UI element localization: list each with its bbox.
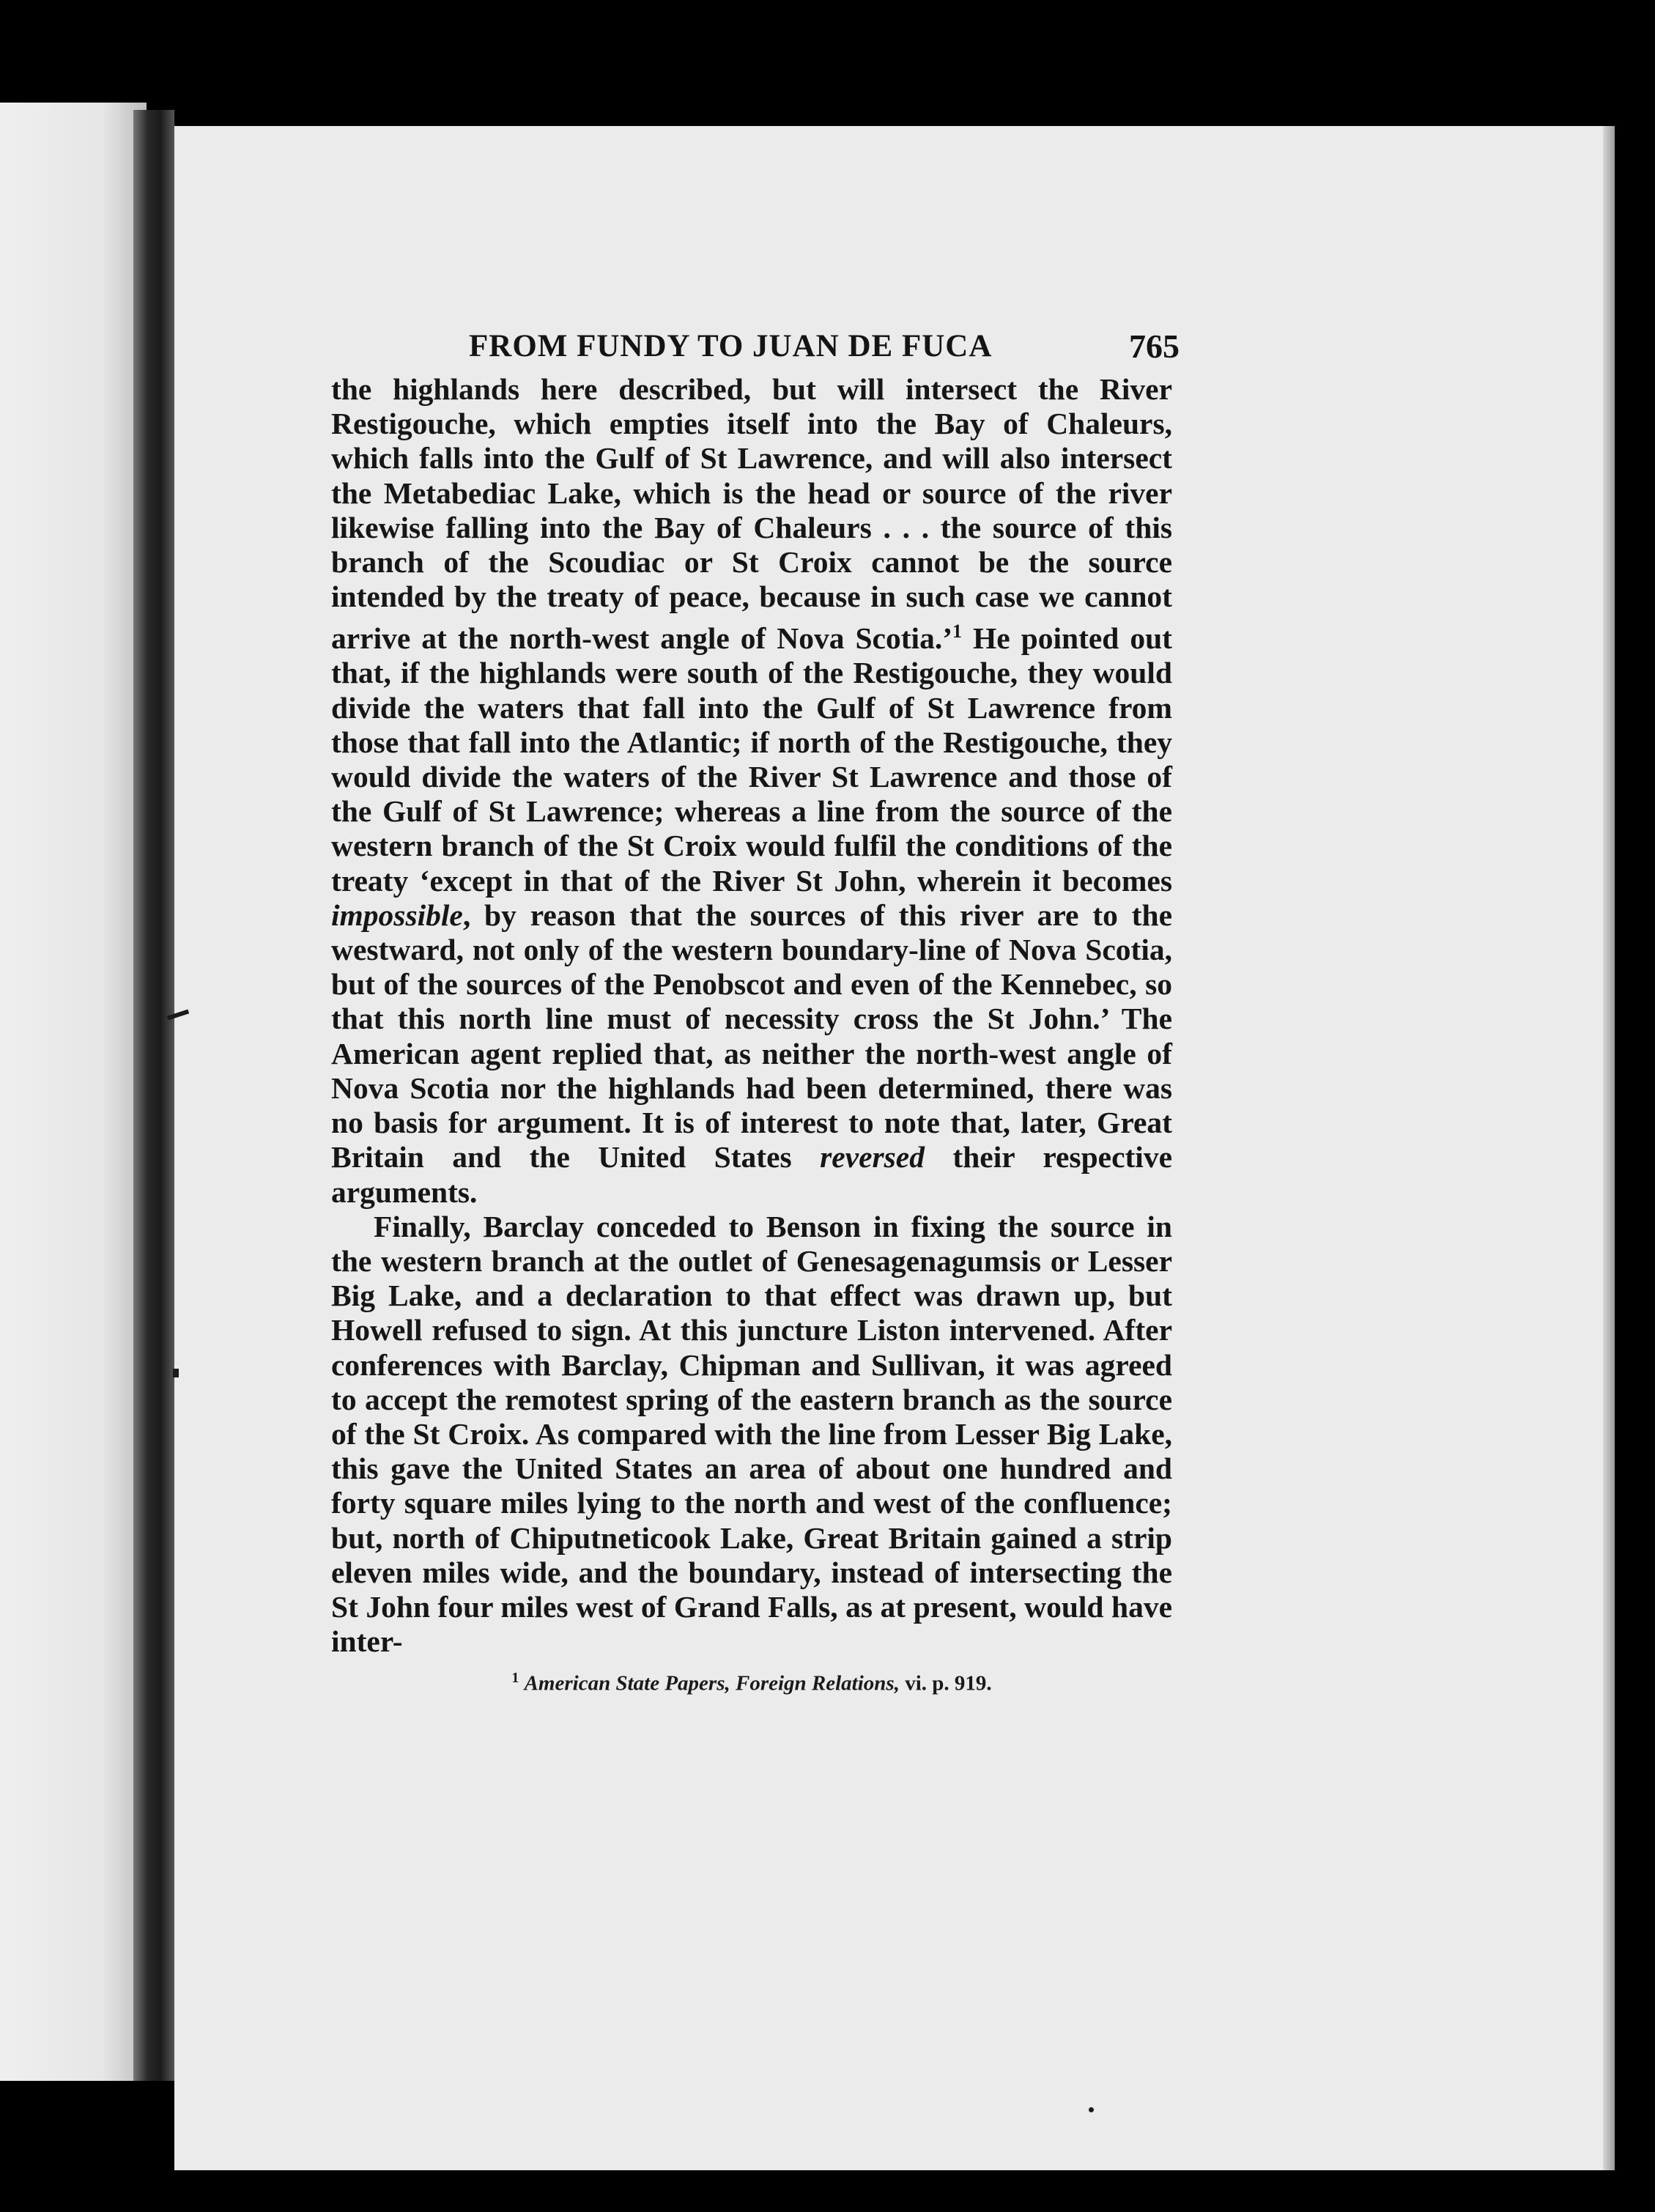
book-gutter — [133, 110, 174, 2081]
footnote — [331, 1663, 1172, 1698]
text-run: He pointed out that, if the highlands were south of the Restigouche, they would divide the waters that fall into the Gulf of St Lawrence from those that fall into the Atlantic; if north of the Restigouche, they would divide the waters of the River St Lawrence and those of the Gulf of St Lawrence; whereas a line from the source of the western branch of the St Croix would fulfil the conditions of the treaty ‘except in that of the River St John, wherein it becomes — [331, 621, 1172, 898]
text-run: their respective arguments. — [331, 1140, 1173, 1209]
footnote-citation: American State Papers, Foreign Relations, — [524, 1672, 900, 1695]
emphasis-text: impossible — [331, 898, 463, 932]
paragraph: Finally, Barclay conceded to Benson in fixing the source in the western branch at the outlet of Genesagenagumsis or Lesser Big Lake, and a declaration to that effect was drawn up, but Howell refused to sign. At this juncture Liston intervened. After conferences with Barclay, Chipman and Sullivan, it was agreed to accept the remotest spring of the eastern branch as the source of the St Croix. As compared with the line from Lesser Big Lake, this gave the United States an area of about one hundred and forty square miles lying to the north and west of the confluence; but, north of Chiputneticook Lake, Great Britain gained a strip eleven miles wide, and the boundary, instead of intersecting the St John four miles west of Grand Falls, as at present, would have inter- — [331, 1209, 1172, 1659]
footnote-marker: 1 — [511, 1670, 519, 1687]
text-run: the highlands here described, but will intersect the River Restigouche, which empties itself into the Bay of Chaleurs, which falls into the Gulf of St Lawrence, and will also intersect the Metabediac Lake, which is the head or source of the river likewise falling into the Bay of Chaleurs . . . the source of this branch of the Scoudiac or St Croix cannot be the source intended by the treaty of peace, because in such case we cannot arrive at the north-west angle of Nova Scotia.’ — [331, 372, 1172, 656]
running-head — [330, 321, 1180, 372]
margin-mark — [1089, 2107, 1094, 2112]
margin-mark — [173, 1369, 179, 1377]
footnote-reference: vi. p. 919. — [899, 1672, 992, 1695]
page-edge-shadow — [1603, 126, 1615, 2170]
running-title: FROM FUNDY TO JUAN DE FUCA — [469, 329, 993, 363]
paragraph — [331, 372, 1172, 1210]
footnote-marker: 1 — [952, 621, 963, 643]
page-number: 765 — [1129, 328, 1180, 365]
text-run: , by reason that the sources of this river are to the westward, not only of the western boundary-line of Nova Scotia, but of the sources of the Penobscot and even of the Kennebec, so that this north line must of necessity cross the St John.’ The American agent replied that, as neither the north-west angle of Nova Scotia nor the highlands had been determined, there was no basis for argument. It is of interest to note that, later, Great Britain and the United States — [331, 898, 1172, 1175]
emphasis-text: reversed — [820, 1140, 925, 1175]
body-text — [331, 372, 1172, 1698]
facing-page-edge — [0, 103, 147, 2081]
